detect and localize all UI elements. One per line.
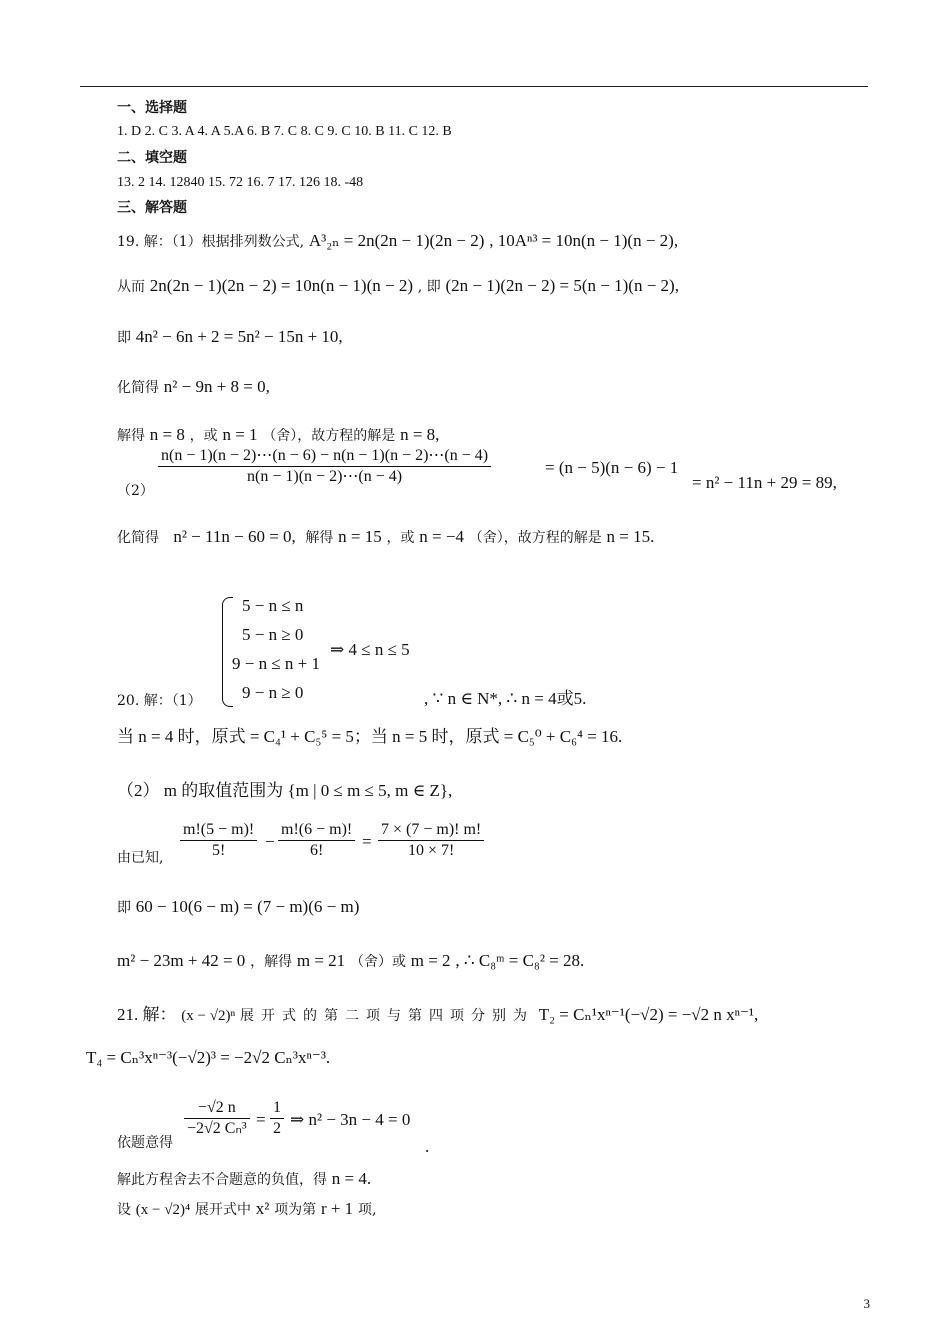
q21-given-label: 依题意得 <box>117 1135 173 1151</box>
q20-line3: （2） m 的取值范围为 {m | 0 ≤ m ≤ 5, m ∈ Z}, <box>117 781 453 800</box>
q20-fraction-1: m!(5 − m)! 5! <box>180 820 257 860</box>
page-number: 3 <box>863 1296 870 1311</box>
q20-n-values: , ∵ n ∈ N*, ∴ n = 4或5. <box>424 689 587 708</box>
system-ineq-3: 9 − n ≤ n + 1 <box>232 654 321 673</box>
q19-line4: 化简得 n² − 9n + 8 = 0, <box>117 377 270 396</box>
system-ineq-1: 5 − n ≤ n <box>242 596 304 615</box>
q19-line5: 解得 n = 8 ，或 n = 1 （舍），故方程的解是 n = 8, <box>117 425 440 444</box>
system-brace <box>222 597 233 707</box>
q19-formula-b: , 10Aⁿ³ = 10n(n − 1)(n − 2), <box>489 231 679 250</box>
q20-fraction-2: m!(6 − m)! 6! <box>278 820 355 860</box>
q19-part2-rhs2: = n² − 11n + 29 = 89, <box>692 473 837 492</box>
q19-formula-a: A³₂ₙ = 2n(2n − 1)(2n − 2) <box>308 231 485 250</box>
q21-line1: 21. 解： (x − √2)ⁿ 展开式的第二项与第四项分别为 T₂ = Cₙ¹xⁿ⁻¹(−√2) = −√2 n xⁿ⁻¹, <box>117 1005 759 1024</box>
q20-fraction-3: 7 × (7 − m)! m! 10 × 7! <box>378 820 484 860</box>
top-rule <box>80 86 868 87</box>
choice-answers: 1. D 2. C 3. A 4. A 5.A 6. B 7. C 8. C 9. C 10. B 11. C 12. B <box>117 124 452 139</box>
section-heading-solve: 三、解答题 <box>117 200 187 216</box>
q21-line5: 设 (x − √2)⁴ 展开式中 x² 项为第 r + 1 项, <box>117 1199 377 1218</box>
q20-given-label: 由已知, <box>117 850 164 866</box>
system-ineq-4: 9 − n ≥ 0 <box>242 683 304 702</box>
q20-line6: m² − 23m + 42 = 0 ，解得 m = 21 （舍）或 m = 2 , ∴ C₈ᵐ = C₈² = 28. <box>117 951 585 970</box>
q21-fraction-1: −√2 n −2√2 Cₙ³ <box>184 1098 250 1138</box>
q21-equation: ⇒ n² − 3n − 4 = 0 <box>290 1110 411 1129</box>
q19-part2-rhs1: = (n − 5)(n − 6) − 1 <box>545 458 679 477</box>
q20-line2: 当 n = 4 时，原式 = C₄¹ + C₅⁵ = 5；当 n = 5 时，原式 = C₅⁰ + C₆⁴ = 16. <box>117 727 623 746</box>
q19-line1: 19. 解：（1）根据排列数公式, A³₂ₙ = 2n(2n − 1)(2n − 2) , 10Aⁿ³ = 10n(n − 1)(n − 2), <box>117 231 679 250</box>
q19-line7: 化简得 n² − 11n − 60 = 0, 解得 n = 15 ，或 n = −4 （舍），故方程的解是 n = 15. <box>117 527 655 546</box>
section-heading-fill: 二、填空题 <box>117 150 187 166</box>
q19-line2: 从而 2n(2n − 1)(2n − 2) = 10n(n − 1)(n − 2) , 即 (2n − 1)(2n − 2) = 5(n − 1)(n − 2), <box>117 276 679 295</box>
fill-answers: 13. 2 14. 12840 15. 72 16. 7 17. 126 18. -48 <box>117 175 364 190</box>
section-heading-choice: 一、选择题 <box>117 100 187 116</box>
system-conclusion: ⇒ 4 ≤ n ≤ 5 <box>330 640 410 659</box>
q21-fraction-half: 1 2 <box>270 1098 284 1138</box>
q19-fraction: n(n − 1)(n − 2)⋯(n − 6) − n(n − 1)(n − 2)⋯(n − 4) n(n − 1)(n − 2)⋯(n − 4) <box>158 446 491 486</box>
q20-label: 20. 解：（1） <box>117 693 202 709</box>
q19-part2-label: （2） <box>117 483 154 499</box>
q21-line4: 解此方程舍去不合题意的负值，得 n = 4. <box>117 1169 372 1188</box>
q21-line2: T₄ = Cₙ³xⁿ⁻³(−√2)³ = −2√2 Cₙ³xⁿ⁻³. <box>86 1048 331 1067</box>
q20-line5: 即 60 − 10(6 − m) = (7 − m)(6 − m) <box>117 897 360 916</box>
system-ineq-2: 5 − n ≥ 0 <box>242 625 304 644</box>
q19-line3: 即 4n² − 6n + 2 = 5n² − 15n + 10, <box>117 327 343 346</box>
